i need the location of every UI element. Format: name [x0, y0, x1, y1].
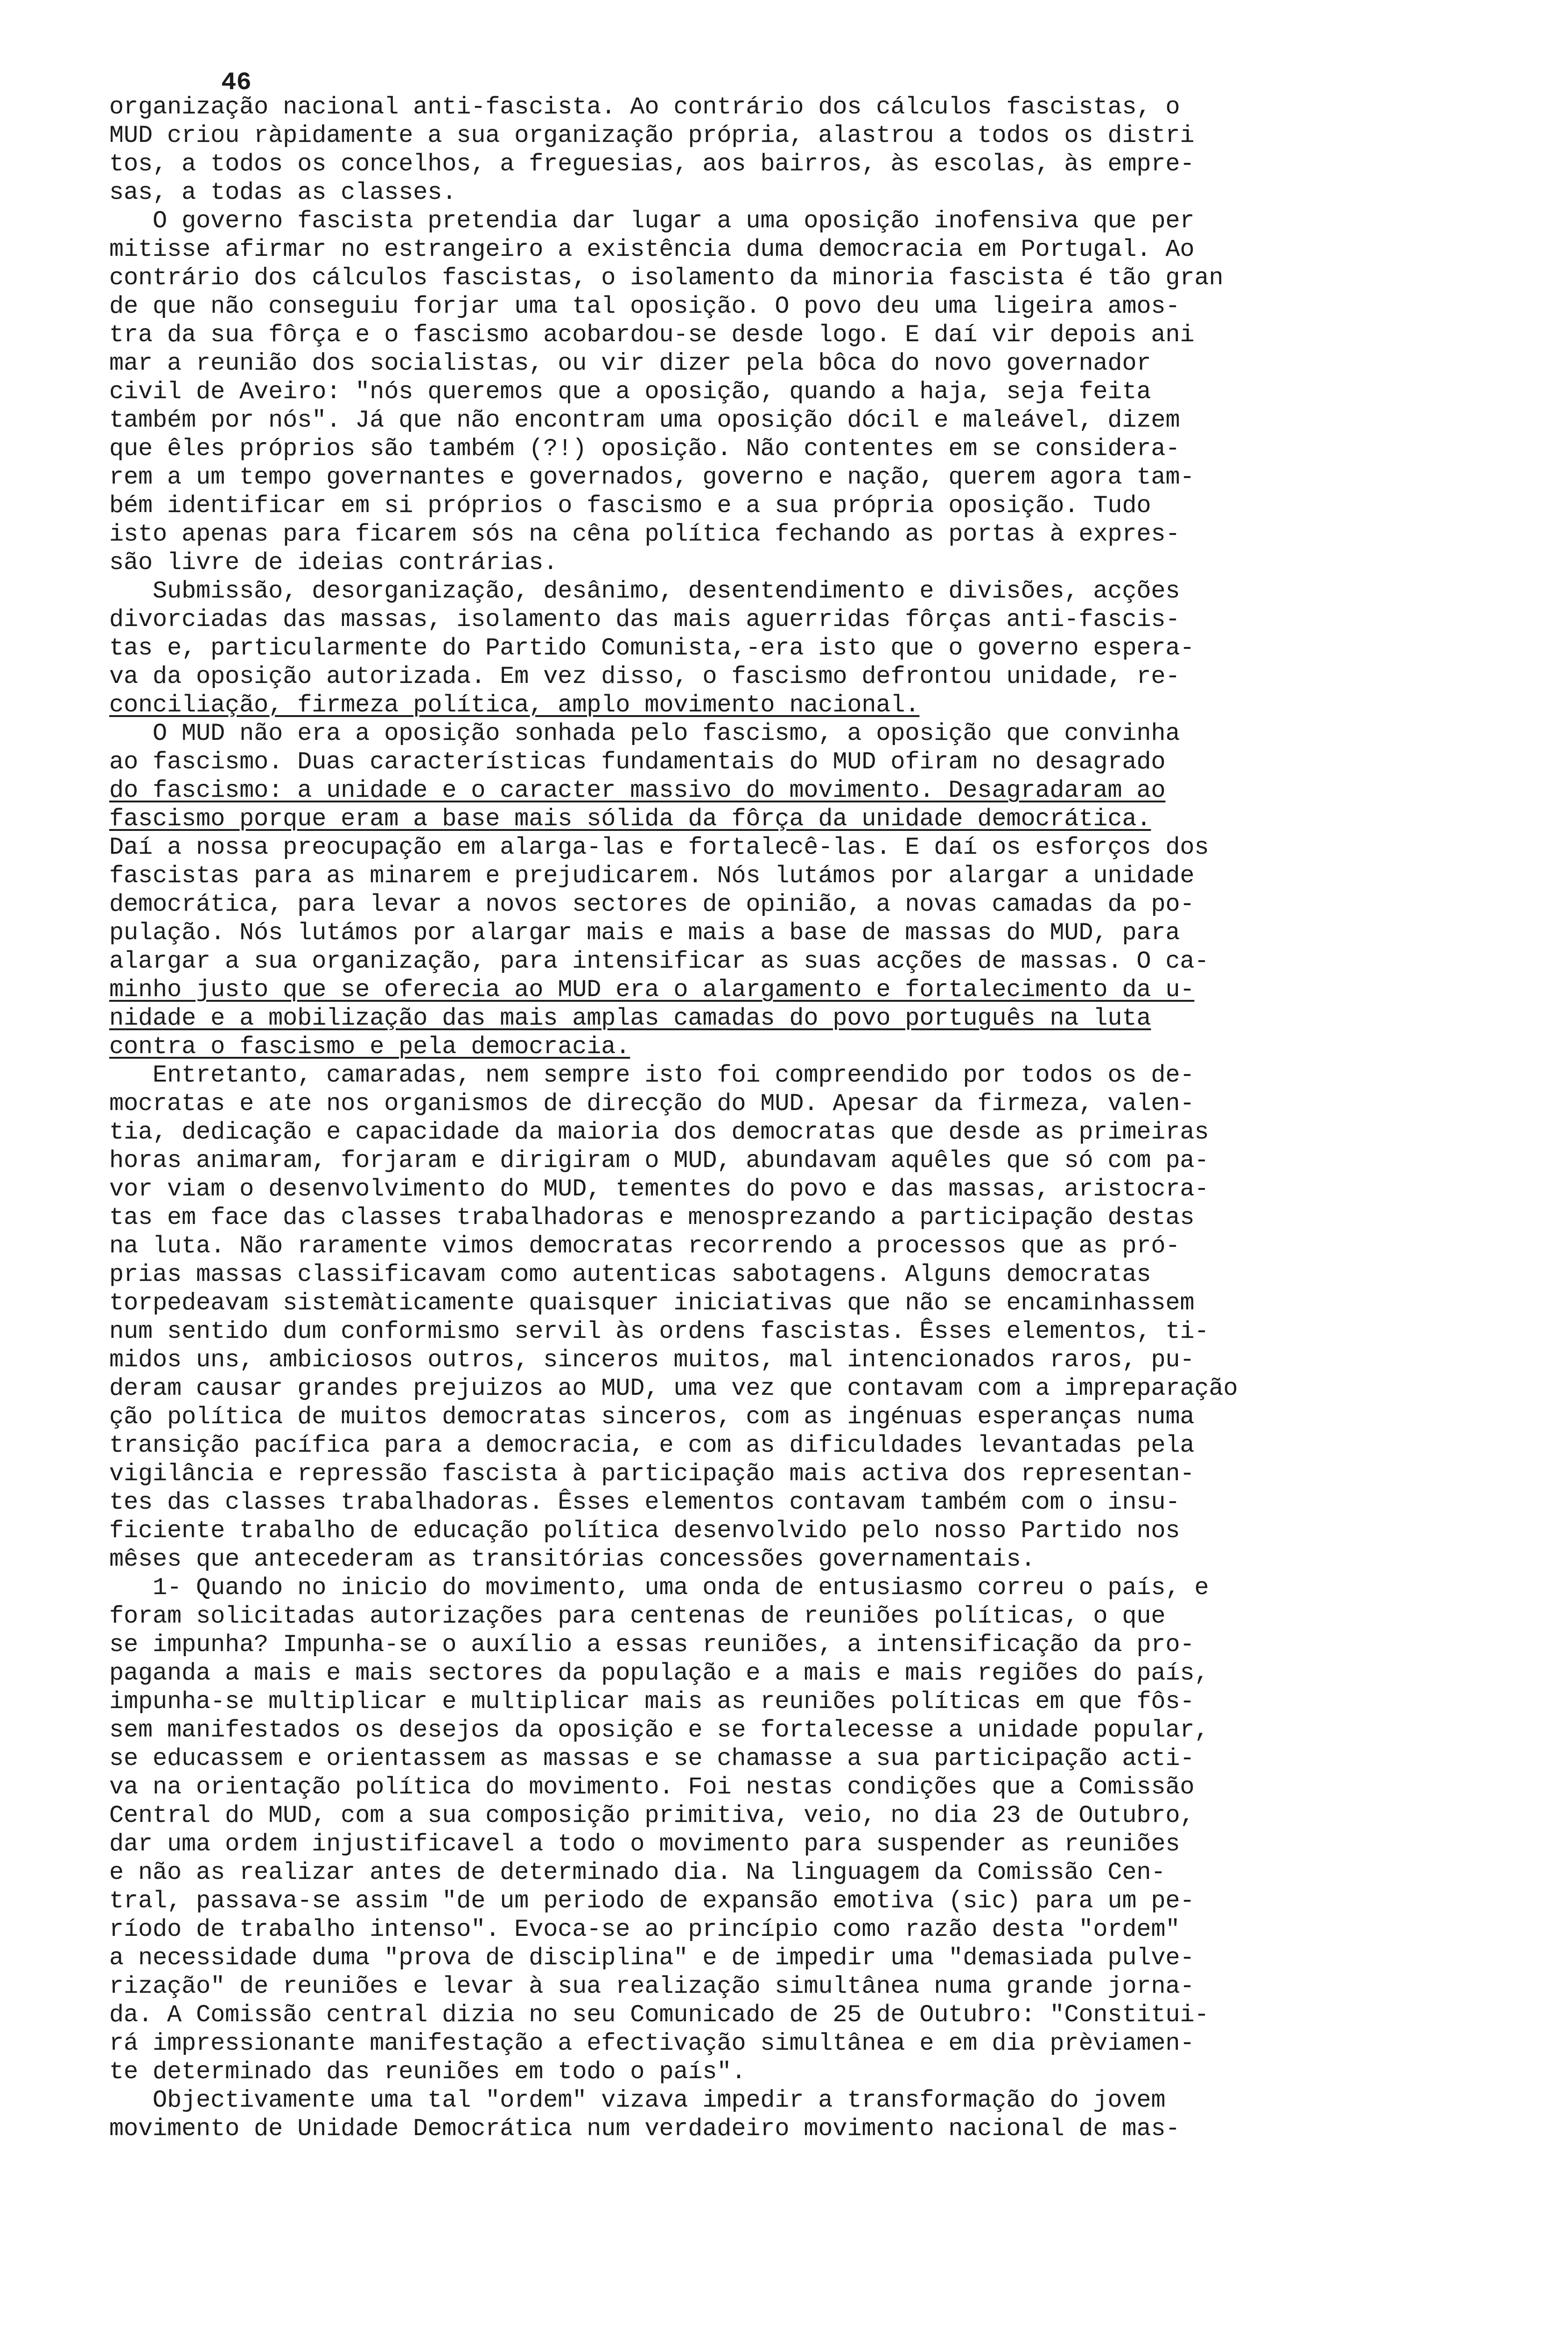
text-line: prias massas classificavam como autenticas sabotagens. Alguns democratas [109, 1261, 1151, 1288]
text-line: do fascismo: a unidade e o caracter massivo do movimento. Desagradaram ao [109, 777, 1166, 804]
text-line: rização" de reuniões e levar à sua realização simultânea numa grande jorna- [109, 1973, 1195, 2000]
text-line: na luta. Não raramente vimos democratas recorrendo a processos que as pró- [109, 1232, 1180, 1260]
text-line: organização nacional anti-fascista. Ao contrário dos cálculos fascistas, o [109, 93, 1180, 121]
text-line: alargar a sua organização, para intensificar as suas acções de massas. O ca- [109, 948, 1209, 975]
text-line: mar a reunião dos socialistas, ou vir dizer pela bôca do novo governador [109, 350, 1151, 377]
text-line: foram solicitadas autorizações para centenas de reuniões políticas, o que [109, 1603, 1166, 1630]
text-line: da. A Comissão central dizia no seu Comunicado de 25 de Outubro: "Constitui- [109, 2001, 1209, 2029]
text-line: ríodo de trabalho intenso". Evoca-se ao princípio como razão desta "ordem" [109, 1916, 1180, 1943]
text-line: deram causar grandes prejuizos ao MUD, uma vez que contavam com a impreparação [109, 1375, 1238, 1402]
text-line: fascismo porque eram a base mais sólida da fôrça da unidade democrática. [109, 805, 1151, 833]
text-line: te determinado das reuniões em todo o país". [109, 2058, 746, 2086]
text-line: mitisse afirmar no estrangeiro a existência duma democracia em Portugal. Ao [109, 236, 1195, 263]
text-line: ficiente trabalho de educação política desenvolvido pelo nosso Partido nos [109, 1517, 1180, 1545]
text-line: sem manifestados os desejos da oposição e se fortalecesse a unidade popular, [109, 1716, 1209, 1744]
text-line: rem a um tempo governantes e governados, governo e nação, querem agora tam- [109, 464, 1195, 491]
text-line: são livre de ideias contrárias. [109, 549, 558, 576]
text-line: tes das classes trabalhadoras. Êsses elementos contavam também com o insu- [109, 1489, 1180, 1516]
text-line: horas animaram, forjaram e dirigiram o MUD, abundavam aquêles que só com pa- [109, 1147, 1209, 1174]
text-line: e não as realizar antes de determinado dia. Na linguagem da Comissão Cen- [109, 1859, 1166, 1886]
page-number: 46 [221, 69, 252, 97]
text-line: fascistas para as minarem e prejudicarem. Nós lutámos por alargar a unidade [109, 862, 1195, 890]
text-line: dar uma ordem injustificavel a todo o movimento para suspender as reuniões [109, 1830, 1180, 1858]
text-line: tas em face das classes trabalhadoras e menosprezando a participação destas [109, 1204, 1195, 1231]
text-line: ção política de muitos democratas sinceros, com as ingénuas esperanças numa [109, 1403, 1195, 1431]
text-line: pulação. Nós lutámos por alargar mais e mais a base de massas do MUD, para [109, 919, 1180, 947]
text-line: se educassem e orientassem as massas e se chamasse a sua participação acti- [109, 1745, 1195, 1772]
text-line: a necessidade duma "prova de disciplina" e de impedir uma "demasiada pulve- [109, 1944, 1195, 1972]
text-line: conciliação, firmeza política, amplo movimento nacional. [109, 691, 920, 719]
text-line: Daí a nossa preocupação em alarga-las e fortalecê-las. E daí os esforços dos [109, 834, 1209, 861]
text-line: movimento de Unidade Democrática num verdadeiro movimento nacional de mas- [109, 2115, 1180, 2143]
text-line: Submissão, desorganização, desânimo, desentendimento e divisões, acções [109, 577, 1180, 605]
text-line: se impunha? Impunha-se o auxílio a essas reuniões, a intensificação da pro- [109, 1631, 1195, 1659]
text-line: isto apenas para ficarem sós na cêna política fechando as portas à expres- [109, 520, 1180, 548]
text-line: transição pacífica para a democracia, e com as dificuldades levantadas pela [109, 1432, 1195, 1459]
text-line: O governo fascista pretendia dar lugar a uma oposição inofensiva que per [109, 207, 1195, 235]
text-line: va na orientação política do movimento. Foi nestas condições que a Comissão [109, 1773, 1195, 1801]
text-line: MUD criou ràpidamente a sua organização própria, alastrou a todos os distri [109, 122, 1195, 149]
text-line: tra da sua fôrça e o fascismo acobardou-se desde logo. E daí vir depois ani [109, 321, 1195, 349]
text-line: mocratas e ate nos organismos de direcção do MUD. Apesar da firmeza, valen- [109, 1090, 1195, 1118]
text-line: vigilância e repressão fascista à participação mais activa dos representan- [109, 1460, 1195, 1488]
text-line: impunha-se multiplicar e multiplicar mais as reuniões políticas em que fôs- [109, 1688, 1195, 1715]
text-line: de que não conseguiu forjar uma tal oposição. O povo deu uma ligeira amos- [109, 293, 1180, 320]
text-line: também por nós". Já que não encontram uma oposição dócil e maleável, dizem [109, 407, 1180, 434]
text-line: civil de Aveiro: "nós queremos que a oposição, quando a haja, seja feita [109, 378, 1151, 406]
text-line: que êles próprios são também (?!) oposição. Não contentes em se considera- [109, 435, 1180, 463]
text-line: va da oposição autorizada. Em vez disso, o fascismo defrontou unidade, re- [109, 663, 1180, 690]
text-line: rá impressionante manifestação a efectivação simultânea e em dia prèviamen- [109, 2030, 1195, 2057]
text-line: torpedeavam sistemàticamente quaisquer iniciativas que não se encaminhassem [109, 1289, 1195, 1317]
text-line: Central do MUD, com a sua composição primitiva, veio, no dia 23 de Outubro, [109, 1802, 1195, 1829]
text-line: divorciadas das massas, isolamento das mais aguerridas fôrças anti-fascis- [109, 606, 1180, 633]
text-line: tas e, particularmente do Partido Comunista,-era isto que o governo espera- [109, 634, 1195, 662]
text-line: tos, a todos os concelhos, a freguesias, aos bairros, às escolas, às empre- [109, 150, 1195, 178]
text-line: 1- Quando no inicio do movimento, uma onda de entusiasmo correu o país, e [109, 1574, 1209, 1602]
text-line: Entretanto, camaradas, nem sempre isto foi compreendido por todos os de- [109, 1062, 1195, 1089]
text-line: minho justo que se oferecia ao MUD era o alargamento e fortalecimento da u- [109, 976, 1195, 1004]
text-line: nidade e a mobilização das mais amplas camadas do povo português na luta [109, 1005, 1151, 1032]
text-line: democrática, para levar a novos sectores de opinião, a novas camadas da po- [109, 891, 1195, 918]
text-line: sas, a todas as classes. [109, 179, 457, 206]
text-line: num sentido dum conformismo servil às ordens fascistas. Êsses elementos, ti- [109, 1318, 1209, 1345]
text-line: mêses que antecederam as transitórias concessões governamentais. [109, 1546, 1036, 1573]
text-line: vor viam o desenvolvimento do MUD, tementes do povo e das massas, aristocra- [109, 1175, 1209, 1203]
text-line: O MUD não era a oposição sonhada pelo fascismo, a oposição que convinha [109, 720, 1180, 747]
text-line: Objectivamente uma tal "ordem" vizava impedir a transformação do jovem [109, 2087, 1166, 2114]
text-line: ao fascismo. Duas características fundamentais do MUD ofiram no desagrado [109, 748, 1166, 776]
text-line: bém identificar em si próprios o fascismo e a sua própria oposição. Tudo [109, 492, 1151, 520]
text-line: midos uns, ambiciosos outros, sinceros muitos, mal intencionados raros, pu- [109, 1346, 1195, 1374]
text-line: tral, passava-se assim "de um periodo de expansão emotiva (sic) para um pe- [109, 1887, 1195, 1915]
text-line: contrário dos cálculos fascistas, o isolamento da minoria fascista é tão gran [109, 264, 1224, 292]
text-line: contra o fascismo e pela democracia. [109, 1033, 630, 1061]
text-line: paganda a mais e mais sectores da população e a mais e mais regiões do país, [109, 1659, 1209, 1687]
text-line: tia, dedicação e capacidade da maioria dos democratas que desde as primeiras [109, 1118, 1209, 1146]
